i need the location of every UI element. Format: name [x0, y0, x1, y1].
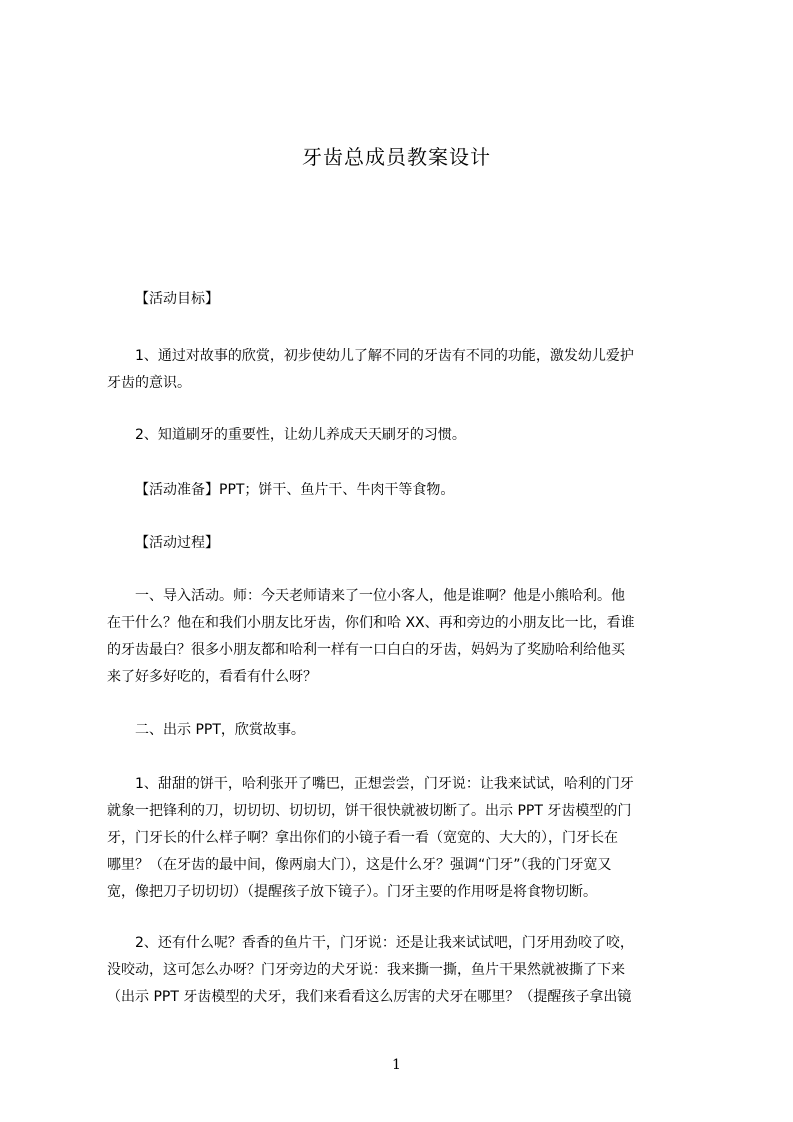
- text-line: 【活动准备】PPT；饼干、鱼片干、牛肉干等食物。: [135, 482, 455, 498]
- step-2-paragraph: [107, 717, 713, 744]
- step-1-paragraph: [107, 583, 713, 691]
- document-title: 牙齿总成员教案设计: [302, 145, 491, 169]
- text-line: 宽，像把刀子切切切）（提醒孩子放下镜子）。门牙主要的作用呀是将食物切断。: [107, 884, 597, 900]
- text-line: 哪里？（在牙齿的最中间，像两扇大门），这是什么牙？强调“门牙”（我的门牙宽又: [107, 857, 612, 873]
- page-number: 1: [392, 1057, 401, 1073]
- text-line: 2、还有什么呢？香香的鱼片干，门牙说：还是让我来试试吧，门牙用劲咬了咬，: [135, 935, 634, 951]
- text-line: 【活动目标】: [135, 291, 219, 307]
- goal-1-paragraph: [107, 343, 713, 397]
- story-2-paragraph: [107, 930, 713, 1011]
- process-heading: [107, 530, 713, 557]
- text-line: 1、甜甜的饼干，哈利张开了嘴巴，正想尝尝，门牙说：让我来试试，哈利的门牙: [135, 776, 634, 792]
- goal-2-paragraph: [107, 422, 713, 449]
- goal-heading: [107, 286, 713, 313]
- text-line: 二、出示 PPT，欣赏故事。: [135, 722, 305, 738]
- text-line: 牙，门牙长的什么样子啊？拿出你们的小镜子看一看（宽宽的、大大的），门牙长在: [107, 830, 618, 846]
- preparation-paragraph: [107, 477, 713, 504]
- text-line: 来了好多好吃的，看看有什么呀？: [107, 669, 317, 685]
- text-line: 就象一把锋利的刀，切切切、切切切，饼干很快就被切断了。出示 PPT 牙齿模型的门: [107, 803, 632, 819]
- text-line: 一、导入活动。师：今天老师请来了一位小客人，他是谁啊？他是小熊哈利。他: [135, 588, 625, 604]
- text-line: 没咬动，这可怎么办呀？门牙旁边的犬牙说：我来撕一撕，鱼片干果然就被撕了下来: [107, 962, 625, 978]
- text-line: 2、知道刷牙的重要性，让幼儿养成天天刷牙的习惯。: [135, 427, 466, 443]
- text-line: （出示 PPT 牙齿模型的犬牙，我们来看看这么厉害的犬牙在哪里？（提醒孩子拿出镜: [107, 989, 632, 1005]
- text-line: 1、通过对故事的欣赏，初步使幼儿了解不同的牙齿有不同的功能，激发幼儿爱护: [135, 348, 634, 364]
- text-line: 牙齿的意识。: [107, 375, 191, 391]
- text-line: 【活动过程】: [135, 535, 219, 551]
- story-1-paragraph: [107, 771, 713, 906]
- text-line: 在干什么？他在和我们小朋友比牙齿，你们和哈 XX、再和旁边的小朋友比一比，看谁: [107, 615, 635, 631]
- text-line: 的牙齿最白？很多小朋友都和哈利一样有一口白白的牙齿，妈妈为了奖励哈利给他买: [107, 642, 625, 658]
